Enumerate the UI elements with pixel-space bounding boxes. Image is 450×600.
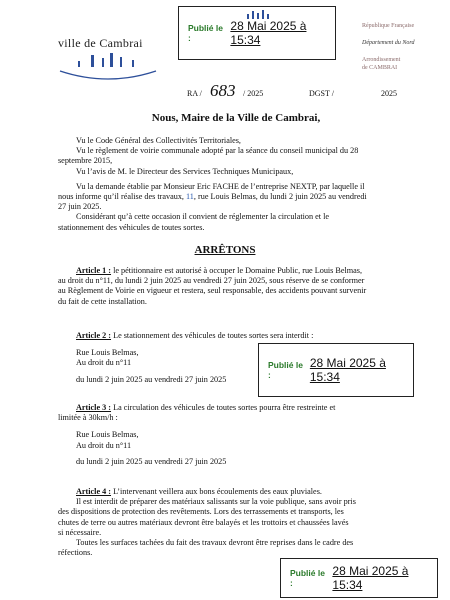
article-3-dates: du lundi 2 juin 2025 au vendredi 27 juin 2025 (76, 456, 227, 466)
article-4-line: Toutes les surfaces tachées du fait des travaux devront être reprises dans le cadre des (76, 538, 354, 548)
ra-year: / 2025 (243, 89, 264, 98)
stamp-date: 28 Mai 2025 à 15:34 (332, 564, 409, 592)
stamp-label: Publié le : (290, 568, 325, 588)
article-1-line: au droit du n°11, du lundi 2 juin 2025 au vendredi 27 juin 2025, sous réserve de se conformer (58, 276, 365, 286)
logo-skyline-icon (58, 51, 158, 85)
considerant-line: Considérant qu’à cette occasion il convient de réglementer la circulation et le (76, 212, 330, 222)
article-4-line: si nécessaire. (58, 527, 102, 537)
logo-city-name: ville de Cambrai (58, 36, 143, 50)
arrondissement-line: Arrondissement (362, 57, 401, 63)
stamp-label: Publié le : (268, 360, 303, 380)
article-1-line: du fait de cette installation. (58, 296, 147, 306)
article-4-line: des dispositions de protection des revêtements. Lors des terrassements et transports, les (58, 507, 344, 517)
article-4-line: Il est interdit de préparer des matériaux salissants sur la voie publique, sans avoir pris (76, 497, 356, 507)
arrondissement-city-line: de CAMBRAI (362, 65, 398, 71)
article-3 (58, 403, 400, 467)
ra-number: 683 (210, 81, 236, 100)
article-3-title: Article 3 : (76, 403, 112, 412)
dgst-label: DGST / (309, 89, 334, 98)
vu-line (58, 192, 400, 202)
publication-stamp-bottom (280, 558, 438, 598)
vu-text: , rue Louis Belmas, du lundi 2 juin 2025 au vendredi (193, 192, 367, 202)
article-4-text: L’intervenant veillera aux bons écoulements des eaux pluviales. (113, 487, 322, 496)
vu-line: Vu la demande établie par Monsieur Eric FACHE de l’entreprise NEXTP, par laquelle il (76, 181, 365, 191)
arretons-heading: ARRÊTONS (194, 244, 256, 256)
departement-line: Département du Nord (362, 40, 415, 46)
reference-line (0, 82, 450, 104)
dgst-year: 2025 (381, 89, 397, 98)
stamp-label: Publié le : (188, 23, 223, 43)
vu-text: nous informe qu’il réalise des travaux, (58, 192, 184, 202)
republique-block (362, 22, 448, 72)
article-1 (58, 266, 400, 307)
article-2-address: Au droit du n°11 (76, 358, 132, 368)
article-2-street: Rue Louis Belmas, (76, 348, 139, 358)
article-3-street: Rue Louis Belmas, (76, 430, 139, 440)
considerant-line: stationnement des véhicules de toutes sortes. (58, 222, 205, 232)
article-2-dates: du lundi 2 juin 2025 au vendredi 27 juin 2025 (76, 374, 227, 384)
vu-line: 27 juin 2025. (58, 202, 102, 212)
vu-line: Vu l’avis de M. le Directeur des Services Techniques Municipaux, (76, 166, 294, 176)
publication-stamp-middle (258, 343, 414, 397)
article-1-line: au Règlement de Voirie en vigueur et restera, seul responsable, des accidents pouvant survenir (58, 286, 367, 296)
article-3-text: La circulation des véhicules de toutes sortes pourra être restreinte et (113, 403, 336, 412)
article-1-text: le pétitionnaire est autorisé à occuper le Domaine Public, rue Louis Belmas, (113, 266, 363, 275)
article-3-line: limitée à 30km/h : (58, 413, 118, 423)
article-4-title: Article 4 : (76, 487, 112, 496)
ra-label: RA / (187, 89, 202, 98)
article-4-line: réfections. (58, 548, 93, 558)
vu-line: Vu le règlement de voirie communale adopté par la séance du conseil municipal du 28 (76, 146, 359, 156)
article-4-line: chutes de terre ou autres matériaux devront être balayés et les trottoirs et chaussées lavés (58, 517, 349, 527)
vu-line: Vu le Code Général des Collectivités Territoriales, (76, 136, 241, 145)
article-1-title: Article 1 : (76, 266, 112, 275)
publication-stamp-top (178, 6, 336, 60)
republique-line: République Française (362, 23, 415, 29)
document-title: Nous, Maire de la Ville de Cambrai, (151, 112, 321, 124)
stamp-date: 28 Mai 2025 à 15:34 (309, 356, 386, 384)
stamp-date: 28 Mai 2025 à 15:34 (230, 19, 307, 47)
article-2-title: Article 2 : (76, 331, 112, 340)
article-2-text: Le stationnement des véhicules de toutes sortes sera interdit : (113, 331, 314, 340)
considerants (58, 136, 400, 233)
article-3-address: Au droit du n°11 (76, 440, 132, 450)
article-4 (58, 487, 400, 558)
vu-number: 11 (186, 192, 194, 202)
vu-line: septembre 2015, (58, 156, 113, 166)
stamp-logo-icon (245, 9, 273, 19)
